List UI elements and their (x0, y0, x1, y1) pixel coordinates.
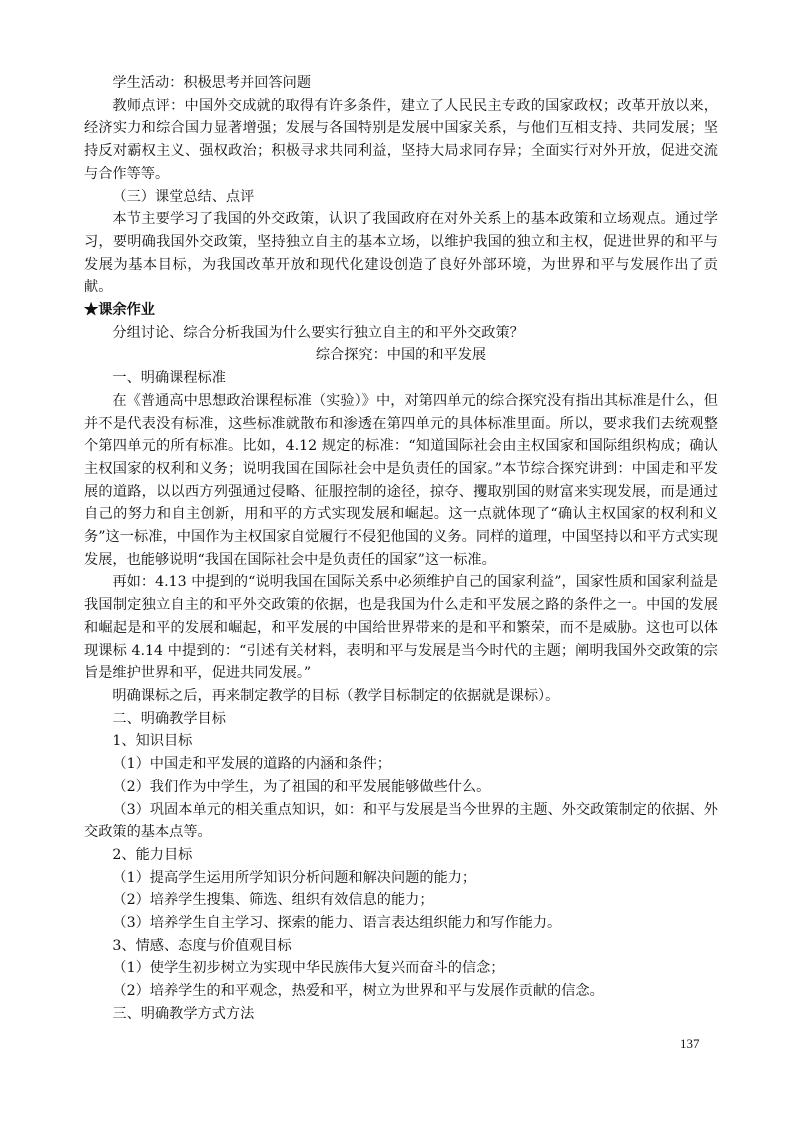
list-item-ability-3: （3）培养学生自主学习、探索的能力、语言表达组织能力和写作能力。 (112, 915, 562, 932)
heading-teaching-goals: 二、明确教学目标 (112, 710, 226, 727)
paragraph-teacher-comment: 教师点评：中国外交成就的取得有许多条件，建立了人民民主专政的国家政权；改革开放以来，经济实力和综合国力显著增强；发展与各国特别是发展中国家关系，与他们互相支持、共同发展；坚持反对霸权主义、强权政治；积极寻求共同利益，坚持大局求同存异；全面实行对外开放，促进交流与合作等等。 (84, 97, 718, 182)
paragraph-student-activity: 学生活动：积极思考并回答问题 (112, 75, 312, 91)
heading-curriculum-standard: 一、明确课程标准 (112, 370, 226, 387)
page-number: 137 (680, 1036, 700, 1051)
list-item-values-2: （2）培养学生的和平观念，热爱和平，树立为世界和平与发展作贡献的信念。 (112, 983, 604, 1000)
list-item-ability-2: （2）培养学生搜集、筛选、组织有效信息的能力； (112, 892, 434, 909)
list-item-knowledge-2: （2）我们作为中学生，为了祖国的和平发展能够做些什么。 (112, 778, 491, 795)
list-item-ability-1: （1）提高学生运用所学知识分析问题和解决问题的能力； (112, 869, 477, 886)
list-item-values-1: （1）使学生初步树立为实现中华民族伟大复兴而奋斗的信念； (112, 960, 505, 977)
section-title: 综合探究：中国的和平发展 (315, 347, 487, 364)
document-body (84, 72, 718, 1026)
paragraph-standard-1: 在《普通高中思想政治课程标准（实验）》中，对第四单元的综合探究没有指出其标准是什么，但并不是代表没有标准，这些标准就散布和渗透在第四单元的具体标准里面。所以，要求我们去统观整个第四单元的所有标准。比如，4.12 规定的标准：“知道国际社会由主权国家和国际组织构成；确认主权国家的权利和义务；说明我国在国际社会中是负责任的国家。”本节综合探究讲到：中国走和平发展的道路，以以西方列强通过侵略、征服控制的途径，掠夺、攫取别国的财富来实现发展，而是通过自己的努力和自主创新，用和平的方式实现发展和崛起。这一点就体现了“确认主权国家的权利和义务”这一标准，中国作为主权国家自觉履行不侵犯他国的义务。同样的道理，中国坚持以和平方式实现发展，也能够说明“我国在国际社会中是负责任的国家”这一标准。 (84, 392, 718, 568)
heading-values-goals: 3、情感、态度与价值观目标 (112, 937, 292, 954)
paragraph-summary: 本节主要学习了我国的外交政策，认识了我国政府在对外关系上的基本政策和立场观点。通过学习，要明确我国外交政策，坚持独立自主的基本立场，以维护我国的独立和主权，促进世界的和平与发展为基本目标，为我国改革开放和现代化建设创造了良好外部环境，为世界和平与发展作出了贡献。 (84, 211, 718, 296)
heading-knowledge-goals: 1、知识目标 (112, 733, 193, 750)
paragraph-standard-2: 再如：4.13 中提到的“说明我国在国际关系中必须维护自己的国家利益”，国家性质和国家利益是我国制定独立自主的和平外交政策的依据，也是我国为什么走和平发展之路的条件之一。中国的发展和崛起是和平的发展和崛起，和平发展的中国给世界带来的是和平和繁荣，而不是威胁。这也可以体现课标 4.14 中提到的：“引述有关材料，表明和平与发展是当今时代的主题；阐明我国外交政策的宗旨是维护世界和平，促进共同发展。” (84, 574, 718, 682)
list-item-knowledge-1: （1）中国走和平发展的道路的内涵和条件； (112, 756, 391, 773)
heading-teaching-methods: 三、明确教学方式方法 (112, 1005, 255, 1022)
list-item-knowledge-3: （3）巩固本单元的相关重点知识，如：和平与发展是当今世界的主题、外交政策制定的依据、外交政策的基本点等。 (84, 801, 718, 841)
heading-ability-goals: 2、能力目标 (112, 846, 193, 863)
heading-class-summary: （三）课堂总结、点评 (112, 188, 255, 205)
heading-homework: ★课余作业 (84, 302, 155, 319)
paragraph-homework: 分组讨论、综合分析我国为什么要实行独立自主的和平外交政策？ (112, 324, 524, 341)
paragraph-after-standard: 明确课标之后，再来制定教学的目标（教学目标制定的依据就是课标）。 (112, 687, 560, 704)
